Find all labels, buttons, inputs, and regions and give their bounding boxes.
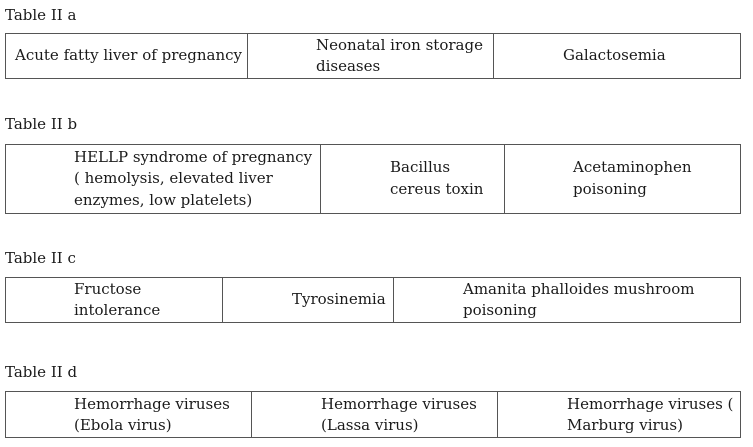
table-d-cell-3 xyxy=(497,392,740,437)
cell-text: Marburg virus) xyxy=(567,416,683,434)
cell-text: Neonatal iron storage xyxy=(316,36,483,54)
table-a-cell-2 xyxy=(247,34,493,78)
table-d-cell-2 xyxy=(251,392,497,437)
cell-text: Bacillus xyxy=(390,158,451,176)
table-a-cell-3 xyxy=(493,34,740,78)
table-a-label: Table II a xyxy=(5,6,77,24)
cell-text: poisoning xyxy=(463,301,537,319)
cell-text: HELLP syndrome of pregnancy xyxy=(74,148,313,166)
table-d xyxy=(5,391,741,438)
table-b-label: Table II b xyxy=(5,115,78,133)
table-c-cell-1 xyxy=(6,278,222,322)
cell-text: Acute fatty liver of pregnancy xyxy=(15,46,242,64)
cell-text: ( hemolysis, elevated liver xyxy=(74,169,273,187)
cell-text: Amanita phalloides mushroom xyxy=(463,280,695,298)
cell-text: enzymes, low platelets) xyxy=(74,191,253,209)
cell-text: Hemorrhage viruses xyxy=(321,395,477,413)
cell-text: Galactosemia xyxy=(563,46,666,64)
cell-text: diseases xyxy=(316,57,381,75)
table-d-cell-1 xyxy=(6,392,251,437)
cell-text: Hemorrhage viruses ( xyxy=(567,395,734,413)
table-a xyxy=(5,33,741,79)
table-b-cell-3 xyxy=(504,145,740,213)
table-c-cell-2 xyxy=(222,278,393,322)
cell-text: Fructose xyxy=(74,280,142,298)
cell-text: cereus toxin xyxy=(390,180,484,198)
table-b xyxy=(5,144,741,214)
table-c-cell-3 xyxy=(393,278,740,322)
cell-text: (Lassa virus) xyxy=(321,416,419,434)
cell-text: poisoning xyxy=(573,180,647,198)
cell-text: Tyrosinemia xyxy=(292,290,386,308)
table-b-cell-1 xyxy=(6,145,320,213)
table-b-cell-2 xyxy=(320,145,504,213)
cell-text: intolerance xyxy=(74,301,161,319)
table-d-label: Table II d xyxy=(5,363,78,381)
table-a-cell-1 xyxy=(6,34,247,78)
table-c xyxy=(5,277,741,323)
cell-text: (Ebola virus) xyxy=(74,416,172,434)
table-c-label: Table II c xyxy=(5,249,76,267)
cell-text: Acetaminophen xyxy=(573,158,692,176)
cell-text: Hemorrhage viruses xyxy=(74,395,230,413)
